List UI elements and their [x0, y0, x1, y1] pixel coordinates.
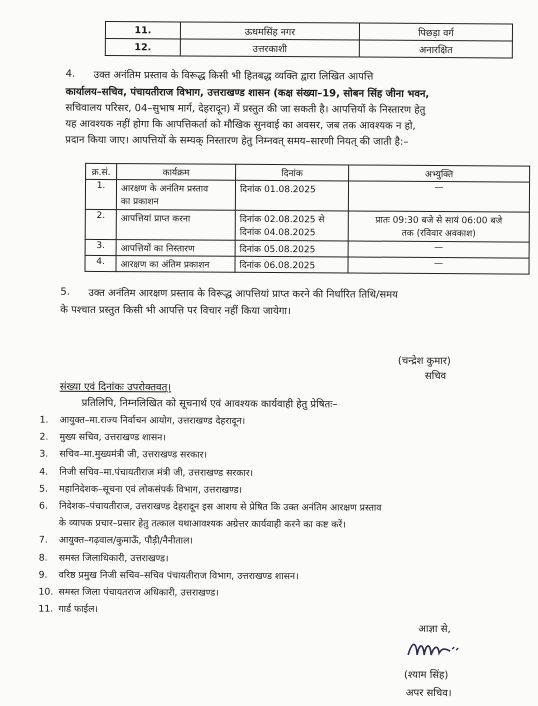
row-num: 3.: [85, 239, 116, 255]
remark-line: प्रातः 09:30 बजे से सायं 06:00 बजे: [375, 215, 503, 227]
list-item: 3. सचिव–मा.मुख्यमंत्री जी, उत्तराखण्ड सरकार।: [39, 449, 208, 462]
row-num: 4.: [85, 255, 116, 271]
order-text: आज्ञा से,: [418, 623, 451, 636]
table-cell-num: 11.: [105, 21, 180, 38]
program-line: आरक्षण के अनंतिम प्रस्ताव: [120, 184, 209, 195]
list-item: 9. वरिष्ठ प्रमुख निजी सचिव–सचिव पंचायतीराज विभाग, उत्तराखण्ड शासन।: [38, 569, 299, 583]
para4-line: कार्यालय–सचिव, पंचायतीराज विभाग, उत्तराखण्ड शासन (कक्ष संख्या–19, सोबन सिंह जीना भवन,: [65, 86, 430, 100]
para4-line: सचिवालय परिसर, 04–सुभाष मार्ग, देहरादून) में प्रस्तुत की जा सकती है। आपत्तियों के निस्तारण हेतु: [65, 102, 426, 116]
table-cell-place: उत्तरकाशी: [180, 39, 359, 57]
para5-line: उक्त अनंतिम आरक्षण प्रस्ताव के विरूद्ध आपत्तियां प्राप्त करने की निर्धारित तिथि/समय: [88, 287, 398, 301]
table-cell-category: अनारक्षित: [359, 40, 512, 58]
table-row: [105, 38, 512, 57]
row-remark: [348, 211, 529, 242]
program-line: आरक्षण का अंतिम प्रकाशन: [120, 260, 210, 271]
signatory-designation: अपर सचिव।: [405, 687, 452, 700]
row-program: [116, 240, 235, 257]
list-item: 6. निदेशक–पंचायतीराज, उत्तराखण्ड देहरादून इस आशय से प्रेषित कि उक्त अनंतिम आरक्षण प्रस्ताव: [39, 500, 382, 514]
column-header: दिनांक: [236, 164, 349, 181]
signatory-designation: सचिव: [424, 370, 447, 383]
row-remark: [348, 257, 529, 274]
row-remark: [348, 241, 529, 258]
list-item: 4. निजी सचिव–मा.पंचायतीराज मंत्री जी, उत्तराखण्ड सरकार।: [39, 466, 254, 479]
row-date: [235, 210, 348, 241]
remark-line: —: [434, 183, 444, 194]
row-remark: [348, 181, 529, 212]
date-line: दिनांक 04.08.2025: [239, 227, 316, 239]
date-line: दिनांक 05.08.2025: [239, 244, 316, 256]
row-num: 2.: [85, 209, 116, 239]
remark-line: —: [434, 259, 444, 270]
list-item: 7. आयुक्त–गढ़वाल/कुमाऊँ, पौड़ी/नैनीताल।: [38, 535, 193, 547]
remark-line: —: [434, 243, 444, 254]
row-program: [116, 180, 235, 211]
row-date: [235, 180, 348, 211]
list-item: 8. समस्त जिलाधिकारी, उत्तराखण्ड।: [38, 552, 169, 565]
para4-line: उक्त अनंतिम प्रस्ताव के विरूद्ध किसी भी हितबद्ध व्यक्ति द्वारा लिखित आपत्ति: [93, 69, 374, 83]
table-cell-place: ऊधमसिंह नगर: [180, 22, 359, 40]
column-header: अभ्युक्ति: [349, 165, 530, 182]
list-item: 10. समस्त जिला पंचायतराज अधिकारी, उत्तराखण्ड।: [38, 586, 219, 599]
list-item: 11. गार्ड फाईल।: [38, 603, 99, 616]
column-header: क्र.सं.: [86, 163, 117, 179]
signatory-name: (श्याम सिंह): [403, 669, 449, 682]
row-num: 1.: [85, 179, 116, 209]
copy-intro: प्रतिलिपि, निम्नलिखित को सूचनार्थ एवं आवश्यक कार्यवाही हेतु प्रेषितः–: [81, 397, 338, 411]
signature-mark: [406, 637, 462, 661]
para5-line: के पश्चात प्रस्तुत किसी भी आपत्ति पर विचार नहीं किया जायेगा।: [60, 304, 291, 318]
district-category-table: [105, 21, 513, 58]
para4-number: 4.: [65, 68, 76, 80]
schedule-table: [84, 163, 530, 275]
row-program: [116, 210, 235, 241]
date-line: दिनांक 01.08.2025: [239, 184, 316, 196]
para4-line: प्रदान किया जाए। आपत्तियों के सम्यक् निस्तारण हेतु निम्नवत् समय–सारणी नियत् की जाती है:–: [65, 134, 409, 148]
reference-line: संख्या एवं दिनांकः उपरोक्तवत्।: [59, 381, 172, 394]
row-date: [235, 256, 348, 273]
table-row: [85, 179, 529, 212]
column-header: कार्यक्रम: [117, 164, 236, 181]
date-line: दिनांक 06.08.2025: [239, 260, 316, 272]
signatory-name: (चन्द्रेश कुमार): [397, 355, 451, 368]
row-program: [116, 256, 235, 273]
para4-line: यह आवश्यक नहीं होगा कि आपत्तिकर्ता को मौखिक सुनवाई का अवसर, जब तक आवश्यक न हो,: [65, 118, 416, 132]
list-item: 1. आयुक्त–मा.राज्य निर्वाचन आयोग, उत्तराखण्ड देहरादून।: [39, 414, 246, 427]
program-line: आपत्तियां प्राप्त करना: [120, 214, 191, 225]
copy-list: [38, 412, 382, 621]
table-row: [85, 255, 529, 274]
para5-number: 5.: [60, 286, 70, 298]
date-line: दिनांक 02.08.2025 से: [239, 214, 325, 226]
table-row: [85, 209, 529, 242]
list-item: 2. मुख्य सचिव, उत्तराखण्ड शासन।: [39, 431, 166, 444]
program-line: आपत्तियों का निस्तारण: [120, 244, 195, 255]
list-item: 5. महानिदेशक–सूचना एवं लोकसंपर्क विभाग, उत्तराखण्ड।: [39, 483, 243, 496]
remark-line: तक (रविवार अवकाश): [401, 228, 476, 240]
program-line: का प्रकाशन: [120, 197, 159, 208]
table-cell-category: पिछड़ा वर्ग: [359, 23, 512, 41]
row-date: [235, 240, 348, 257]
list-item-continuation: के व्यापक प्रचार–प्रसार हेतु तत्काल यथाआवश्यक अग्रेत्तर कार्यवाही करने का कष्ट करें।: [58, 517, 346, 531]
table-cell-num: 12.: [105, 38, 180, 55]
